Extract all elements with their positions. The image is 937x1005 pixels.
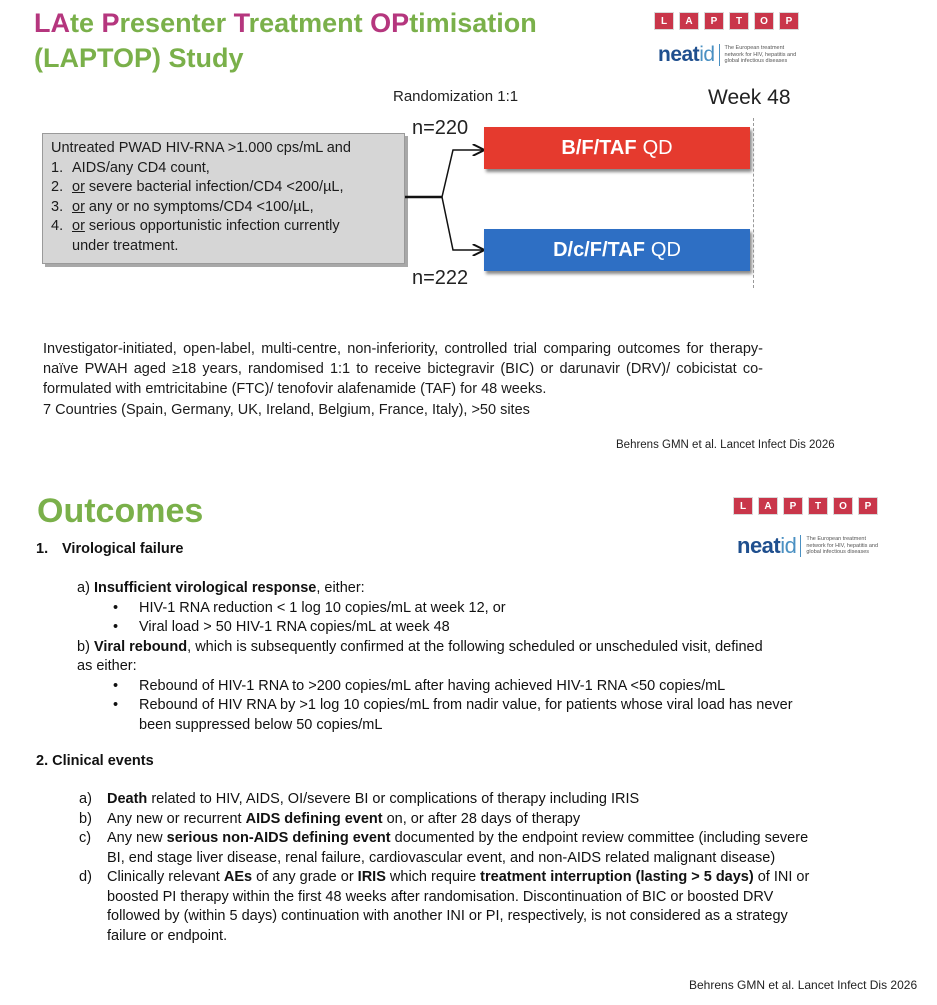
logo-letter-badge: A	[758, 497, 778, 515]
laptop-logo	[654, 12, 799, 30]
logo-divider	[800, 535, 801, 557]
neatid-wordmark: neatid	[737, 533, 797, 558]
title-fragment: reatment	[248, 8, 371, 38]
title-fragment: OP	[370, 8, 410, 38]
neatid-tagline: The European treatment network for HIV, hepatitis and global infectious diseases	[724, 45, 797, 65]
neatid-wordmark: neatid	[658, 43, 715, 66]
event-c: c) Any new serious non-AIDS defining event documented by the endpoint review committee (including severe BI, end stage liver disease, renal failure, cardiovascular event, and non-AIDS related malignant disease)	[79, 830, 809, 866]
logo-letter-badge: P	[858, 497, 878, 515]
randomization-arrows	[405, 140, 487, 265]
study-countries: 7 Countries (Spain, Germany, UK, Ireland, Belgium, France, Italy), >50 sites	[43, 402, 530, 418]
event-b: b) Any new or recurrent AIDS defining event on, or after 28 days of therapy	[79, 810, 581, 827]
logo-letter-badge: P	[783, 497, 803, 515]
title-fragment: LA	[34, 8, 70, 38]
list-item: • Viral load > 50 HIV-1 RNA copies/mL at week 48	[113, 619, 450, 635]
logo-letter-badge: O	[754, 12, 774, 30]
title-fragment: T	[233, 8, 249, 38]
arm-drv-c-ftc-taf: D/c/F/TAF QD	[484, 229, 750, 271]
logo-divider	[719, 44, 720, 66]
neatid-logo	[658, 43, 805, 67]
eligibility-item: 3. or any or no symptoms/CD4 <100/µL,	[51, 198, 314, 215]
eligibility-item: 1. AIDS/any CD4 count,	[51, 159, 210, 176]
criterion-a: a) Insufficient virological response, either:	[77, 580, 365, 596]
randomization-label: Randomization 1:1	[393, 88, 519, 105]
eligibility-item: 2. or severe bacterial infection/CD4 <200/µL,	[51, 179, 344, 195]
title-fragment: te	[70, 8, 102, 38]
n-top-arm: n=220	[412, 117, 469, 139]
title-fragment: timisation	[409, 8, 537, 38]
week-label: Week 48	[708, 86, 791, 109]
eligibility-header: Untreated PWAD HIV-RNA >1.000 cps/mL and	[51, 140, 351, 156]
list-item: • Rebound of HIV-1 RNA to >200 copies/mL after having achieved HIV-1 RNA <50 copies/mL	[113, 677, 726, 694]
week-48-divider	[753, 118, 754, 288]
arm-bic-ftc-taf: B/F/TAF QD	[484, 127, 750, 169]
title-line-2: (LAPTOP) Study	[34, 43, 244, 73]
list-item-continuation: been suppressed below 50 copies/mL	[139, 716, 383, 733]
list-item: • Rebound of HIV RNA by >1 log 10 copies/mL from nadir value, for patients whose viral load has never	[113, 697, 793, 713]
section-virological-failure: 1. Virological failure	[36, 541, 184, 557]
title-line-1	[34, 6, 537, 41]
n-bottom-arm: n=222	[412, 267, 469, 289]
citation: Behrens GMN et al. Lancet Infect Dis 2026	[616, 439, 835, 451]
section-clinical-events: 2. Clinical events	[36, 753, 154, 769]
outcomes-title: Outcomes	[37, 492, 204, 530]
event-d: d) Clinically relevant AEs of any grade or IRIS which require treatment interruption (lasting > 5 days) of INI or boosted PI therapy within the first 48 weeks after randomisation. Discontinuation of BIC or boosted DRV followed by (within 5 days) continuation with another INI or PI, respectively, is not considered as a strategy failure or endpoint.	[79, 869, 810, 944]
neatid-tagline: The European treatment network for HIV, hepatitis and global infectious diseases	[806, 536, 879, 556]
eligibility-item: 4. or serious opportunistic infection currently	[51, 218, 340, 234]
criterion-b-continuation: as either:	[77, 658, 137, 674]
citation: Behrens GMN et al. Lancet Infect Dis 2026	[689, 978, 918, 992]
study-title	[34, 6, 537, 76]
eligibility-box	[42, 133, 405, 264]
eligibility-continuation: under treatment.	[72, 237, 179, 254]
logo-letter-badge: P	[779, 12, 799, 30]
logo-letter-badge: L	[654, 12, 674, 30]
logo-letter-badge: P	[704, 12, 724, 30]
title-fragment: P	[101, 8, 120, 38]
neatid-logo	[737, 533, 886, 559]
study-description: Investigator-initiated, open-label, multi-centre, non-inferiority, controlled trial comparing outcomes for therapy-naïve PWAH aged ≥18 years, randomised 1:1 to receive bictegravir (BIC) or darunavir (DRV)/ cobicistat co-formulated with emtricitabine (FTC)/ tenofovir alafenamide (TAF) for 48 weeks.	[43, 341, 763, 397]
title-fragment: resenter	[119, 8, 234, 38]
event-a: a) Death related to HIV, AIDS, OI/severe BI or complications of therapy including IRIS	[79, 791, 640, 807]
logo-letter-badge: A	[679, 12, 699, 30]
criterion-b: b) Viral rebound, which is subsequently confirmed at the following scheduled or unscheduled visit, defined	[77, 638, 763, 655]
virological-failure-criteria	[77, 579, 897, 735]
logo-letter-badge: L	[733, 497, 753, 515]
logo-letter-badge: T	[729, 12, 749, 30]
list-item: • HIV-1 RNA reduction < 1 log 10 copies/mL at week 12, or	[113, 599, 506, 616]
logo-letter-badge: O	[833, 497, 853, 515]
logo-letter-badge: T	[808, 497, 828, 515]
laptop-logo	[733, 497, 878, 515]
clinical-events-list	[79, 790, 899, 946]
